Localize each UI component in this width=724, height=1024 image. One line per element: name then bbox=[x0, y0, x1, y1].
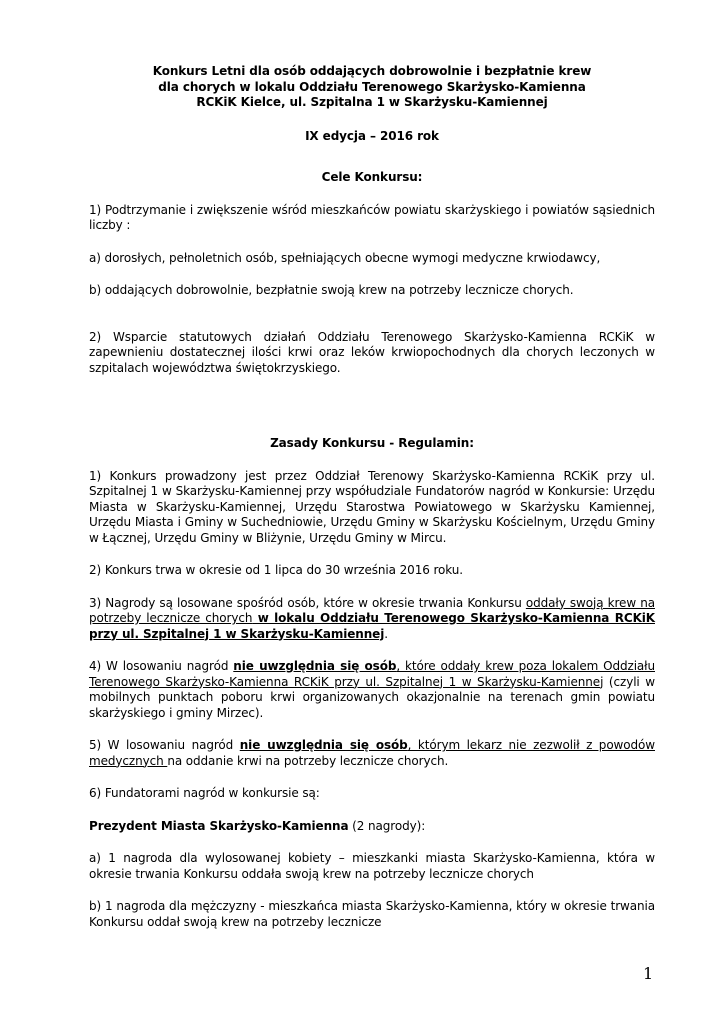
edition-heading: IX edycja – 2016 rok bbox=[305, 128, 439, 143]
document-body bbox=[89, 64, 655, 930]
rule-3-end: . bbox=[384, 626, 388, 641]
rule-2: 2) Konkurs trwa w okresie od 1 lipca do 30 września 2016 roku. bbox=[89, 563, 463, 577]
goal-item-2: 2) Wsparcie statutowych działań Oddziału Terenowego Skarżysko-Kamienna RCKiK w zapewnieniu dostatecznej ilości krwi oraz leków krwiopochodnych dla chorych leczonych w szpitalach województwa świętokrzyskiego. bbox=[89, 329, 655, 375]
goal-item-a: a) dorosłych, pełnoletnich osób, spełniających obecne wymogi medyczne krwiodawcy, bbox=[89, 250, 601, 265]
rule-5 bbox=[89, 738, 655, 769]
prize-b: b) 1 nagroda dla mężczyzny - mieszkańca miasta Skarżysko-Kamienna, który w okresie trwania Konkursu oddał swoją krew na potrzeby lecznicze bbox=[89, 899, 655, 929]
founder-line bbox=[89, 819, 655, 835]
rule-1: 1) Konkurs prowadzony jest przez Oddział Terenowy Skarżysko-Kamienna RCKiK przy ul. Szpitalnej 1 w Skarżysku-Kamiennej przy współudziale Fundatorów nagród w Konkursie: Urzędu Miasta w Skarżysku-Kamiennej, Urzędu Starostwa Powiatowego w Skarżysku Kamiennej, Urzędu Miasta i Gminy w Suchedniowie, Urzędu Gminy w Skarżysku Kościelnym, Urzędu Gminy w Łącznej, Urzędu Gminy w Bliżynie, Urzędu Gminy w Mircu. bbox=[89, 468, 655, 545]
rule-5-emphasis: nie uwzględnia się osób bbox=[239, 738, 408, 752]
founder-count: (2 nagrody): bbox=[348, 818, 426, 833]
rule-5-text: 5) W losowaniu nagród bbox=[89, 738, 240, 752]
rule-3-location: w lokalu Oddziału Terenowego Skarżysko-Kamienna RCKiK przy ul. Szpitalnej 1 w Skarżysku-Kamiennej bbox=[89, 611, 655, 641]
goal-item-b: b) oddających dobrowolnie, bezpłatnie swoją krew na potrzeby lecznicze chorych. bbox=[89, 283, 574, 297]
rule-5-underlined: , którym lekarz nie zezwolił z powodów medycznych bbox=[89, 738, 655, 768]
rule-3 bbox=[89, 596, 655, 643]
rule-4-emphasis: nie uwzględnia się osób bbox=[233, 659, 397, 673]
rule-4 bbox=[89, 659, 655, 721]
rule-5-end: na oddanie krwi na potrzeby lecznicze chorych. bbox=[167, 753, 449, 768]
goal-item-1: 1) Podtrzymanie i zwiększenie wśród mieszkańców powiatu skarżyskiego i powiatów sąsiednich liczby : bbox=[89, 202, 655, 232]
rule-3-text: 3) Nagrody są losowane spośród osób, które w okresie trwania Konkursu bbox=[89, 595, 526, 610]
rule-6: 6) Fundatorami nagród w konkursie są: bbox=[89, 786, 320, 800]
rule-3-underlined: oddały swoją krew na potrzeby lecznicze chorych bbox=[89, 595, 655, 625]
title-line-2: dla chorych w lokalu Oddziału Terenowego Skarżysko-Kamienna bbox=[158, 79, 586, 94]
prize-a: a) 1 nagroda dla wylosowanej kobiety – mieszkanki miasta Skarżysko-Kamienna, która w okresie trwania Konkursu oddała swoją krew na potrzeby lecznicze chorych bbox=[89, 851, 655, 881]
founder-name: Prezydent Miasta Skarżysko-Kamienna bbox=[89, 818, 349, 833]
title-line-1: Konkurs Letni dla osób oddających dobrowolnie i bezpłatnie krew bbox=[152, 64, 592, 78]
rule-4-end: (czyli w mobilnych punktach poboru krwi organizowanych okazjonalnie na terenach gmin powiatu skarżyskiego i gminy Mirzec). bbox=[89, 674, 655, 720]
rule-4-text: 4) W losowaniu nagród bbox=[89, 659, 234, 673]
document-title bbox=[89, 64, 655, 111]
goals-heading: Cele Konkursu: bbox=[321, 170, 423, 184]
rules-heading: Zasady Konkursu - Regulamin: bbox=[270, 436, 474, 450]
title-line-3: RCKiK Kielce, ul. Szpitalna 1 w Skarżysku-Kamiennej bbox=[196, 95, 548, 109]
rule-4-underlined: , które oddały krew poza lokalem Oddziału Terenowego Skarżysko-Kamienna RCKiK przy ul. Szpitalnej 1 w Skarżysku-Kamiennej bbox=[89, 659, 655, 689]
page-number: 1 bbox=[643, 964, 654, 983]
